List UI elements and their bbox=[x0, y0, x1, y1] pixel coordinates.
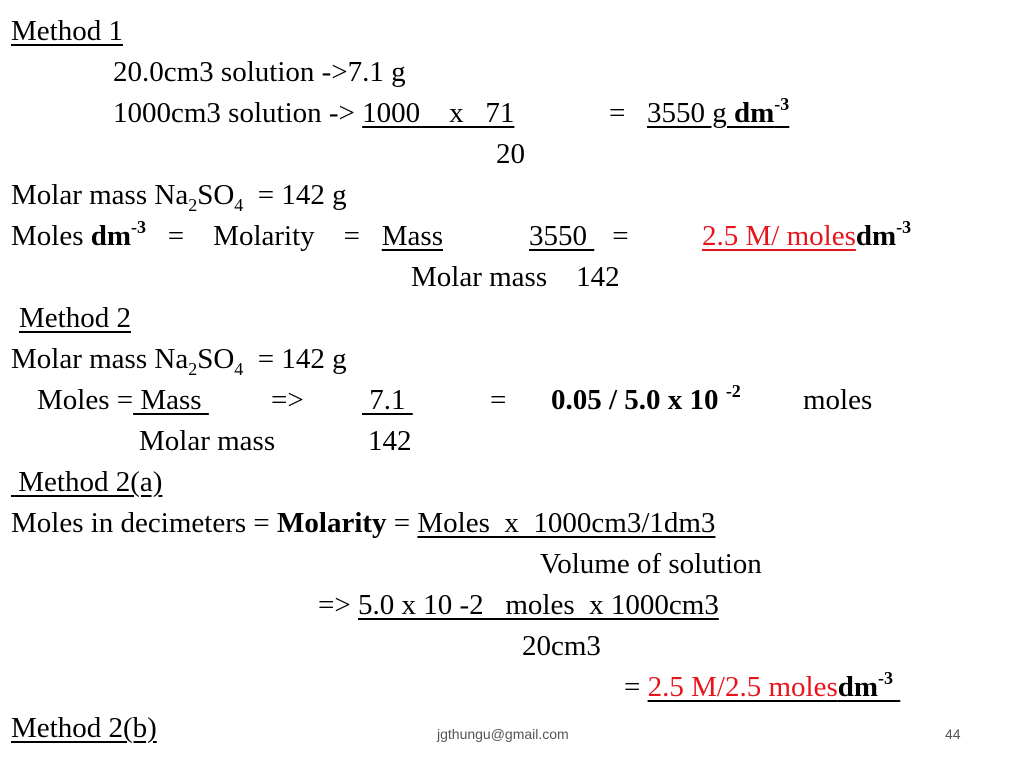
method-1-molar-mass: Molar mass $Na_2SO_4 = 142$ g bbox=[11, 179, 347, 215]
method-2a-line-3: => 5.0 x 10 -2 moles x 1000cm3 bbox=[318, 589, 719, 621]
method-2-molar-mass: Molar mass $Na_2SO_4 = 142$ g bbox=[11, 343, 347, 379]
page-number: 44 bbox=[945, 726, 961, 742]
method-2a-fraction-2-numerator: 5.0 x 10 -2 moles x 1000cm3 bbox=[357, 589, 719, 621]
method-2-denominator-label: Molar mass bbox=[139, 425, 276, 457]
method-1-result bbox=[647, 94, 790, 129]
method-1-line-1: 20.0cm3 solution ->7.1 g bbox=[113, 56, 406, 88]
method-1-equals: = bbox=[609, 97, 626, 129]
method-2-mass-label: Mass bbox=[133, 384, 209, 416]
method-2a-fraction-numerator: Moles x 1000cm3/1dm3 bbox=[417, 507, 716, 539]
method-1-molarity-value: 2.5 M/ moles bbox=[702, 220, 856, 252]
method-2-denominator-value: 142 bbox=[368, 425, 412, 457]
method-2b-heading: Method 2(b) bbox=[11, 712, 157, 744]
method-1-moles-equals: = bbox=[605, 220, 629, 252]
method-1-result-unit: dm bbox=[734, 97, 775, 129]
method-1-mass-label: Mass bbox=[381, 220, 443, 252]
method-2-mass-value: 7.1 bbox=[362, 384, 413, 416]
method-2-arrow: => bbox=[271, 384, 304, 416]
method-1-result-exponent: -3 bbox=[774, 94, 790, 114]
method-1-fraction-denominator: 20 bbox=[496, 138, 525, 170]
method-2a-fraction-2-denominator: 20cm3 bbox=[522, 630, 601, 662]
method-1-molar-mass-denominator: Molar mass 142 bbox=[411, 261, 620, 293]
method-1-fraction-numerator: 1000 x 71 bbox=[362, 97, 515, 129]
method-2-result: 0.05 / 5.0 x 10 $^{-2}$ bbox=[551, 381, 741, 416]
method-2-result-unit: moles bbox=[803, 384, 873, 416]
method-1-result-value: 3550 g bbox=[647, 97, 734, 129]
method-1-line-2 bbox=[113, 99, 514, 128]
method-1-mass-value: 3550 bbox=[529, 220, 595, 252]
method-2-moles-line: Moles = Mass bbox=[37, 384, 209, 416]
method-1-molarity-result: 2.5 M/ molesdm$^{-3}$ bbox=[702, 217, 912, 252]
method-2a-heading: Method 2(a) bbox=[11, 466, 163, 498]
method-2-heading: Method 2 bbox=[19, 302, 131, 334]
method-1-line-2-prefix: 1000cm3 solution -> bbox=[113, 97, 363, 129]
method-2a-line-1: Moles in decimeters = Molarity = Moles x 1000cm3/1dm3 bbox=[11, 507, 716, 539]
footer-email: jgthungu@gmail.com bbox=[437, 726, 569, 742]
method-1-heading: Method 1 bbox=[11, 15, 123, 47]
method-2-equals: = bbox=[490, 384, 507, 416]
method-2a-fraction-denominator: Volume of solution bbox=[540, 548, 762, 580]
method-2a-final-result: = 2.5 M/2.5 molesdm$^{-3}$ bbox=[624, 668, 894, 703]
method-1-moles-line: Moles $dm^{-3}$ = Molarity = Mass bbox=[11, 217, 443, 252]
